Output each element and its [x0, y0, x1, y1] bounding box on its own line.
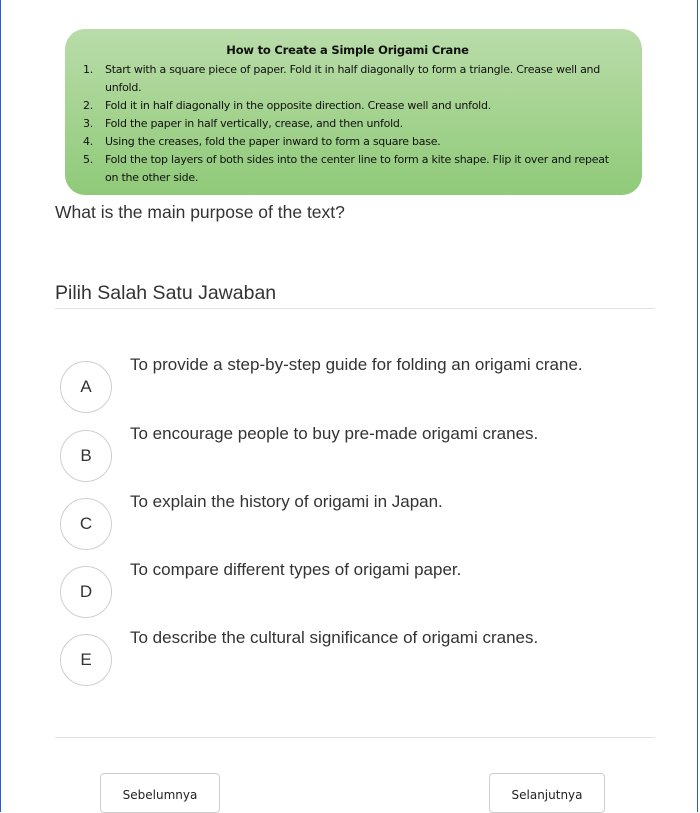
answer-option-a[interactable]: [60, 355, 660, 405]
reading-passage: [65, 29, 642, 195]
option-letter-button[interactable]: E: [60, 634, 112, 686]
question-text: What is the main purpose of the text?: [55, 202, 345, 222]
step-number: 2.: [83, 99, 93, 112]
step-item: [83, 61, 612, 97]
option-letter-button[interactable]: A: [60, 361, 112, 413]
section-divider: [55, 308, 655, 309]
step-text: Using the creases, fold the paper inward to form a square base.: [105, 135, 441, 148]
step-text: Start with a square piece of paper. Fold it in half diagonally to form a triangle. Crease well and unfold.: [105, 63, 601, 94]
answer-section-label: Pilih Salah Satu Jawaban: [55, 282, 277, 304]
footer-divider: [55, 737, 655, 738]
step-item: [83, 115, 612, 133]
option-text[interactable]: To encourage people to buy pre-made origami cranes.: [130, 424, 539, 443]
option-text[interactable]: To explain the history of origami in Japan.: [130, 492, 443, 511]
option-letter-button[interactable]: B: [60, 430, 112, 482]
step-item: [83, 97, 612, 115]
steps-list: [83, 61, 612, 187]
step-number: 1.: [83, 63, 93, 76]
option-text[interactable]: To describe the cultural significance of origami cranes.: [130, 628, 539, 647]
step-number: 4.: [83, 135, 93, 148]
step-item: [83, 133, 612, 151]
option-letter-button[interactable]: C: [60, 498, 112, 550]
answer-option-e[interactable]: [60, 628, 660, 678]
previous-button[interactable]: Sebelumnya: [100, 773, 220, 813]
step-text: Fold it in half diagonally in the opposite direction. Crease well and unfold.: [105, 99, 491, 112]
step-text: Fold the top layers of both sides into the center line to form a kite shape. Flip it over and repeat on the other side.: [105, 153, 609, 184]
answer-option-b[interactable]: [60, 424, 660, 474]
option-letter-button[interactable]: D: [60, 566, 112, 618]
option-text[interactable]: To compare different types of origami paper.: [130, 560, 462, 579]
passage-title: How to Create a Simple Origami Crane: [226, 43, 469, 57]
step-number: 5.: [83, 153, 93, 166]
answer-option-c[interactable]: [60, 492, 660, 542]
step-item: [83, 151, 612, 187]
option-text[interactable]: To provide a step-by-step guide for folding an origami crane.: [130, 355, 583, 374]
answer-option-d[interactable]: [60, 560, 660, 610]
step-number: 3.: [83, 117, 93, 130]
next-button[interactable]: Selanjutnya: [489, 773, 605, 813]
step-text: Fold the paper in half vertically, crease, and then unfold.: [105, 117, 403, 130]
